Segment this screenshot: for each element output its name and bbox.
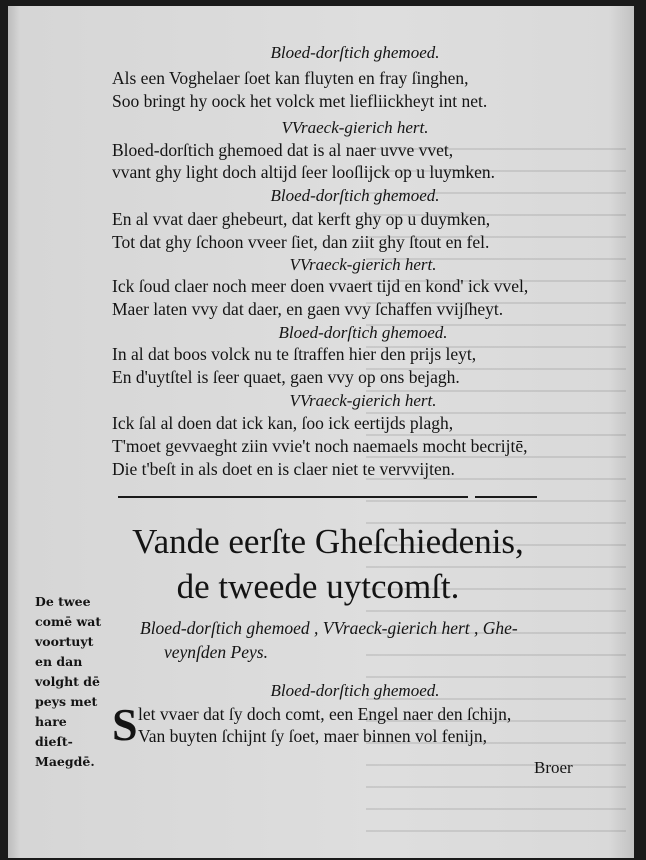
margin-note-line: peys met (35, 694, 98, 709)
margin-note-line: comē wat (35, 614, 102, 629)
verse-line: Bloed-dorſtich ghemoed dat is al naer uvve vvet, (112, 140, 454, 160)
verse-line: Tot dat ghy ſchoon vveer ſiet, dan ziit ghy ſtout en fel. (112, 232, 490, 252)
verse-line: Soo bringt hy oock het volck met liefliickheyt int net. (112, 91, 488, 111)
verse-line: In al dat boos volck nu te ſtraffen hier den prijs leyt, (112, 344, 477, 364)
divider-rule (118, 496, 468, 498)
verse-line: Die t'beſt in als doet en is claer niet te vervvijten. (112, 459, 455, 479)
divider-rule (475, 496, 537, 498)
section-subtitle: de tweede uytcomſt. (176, 567, 460, 606)
speaker-heading: VVraeck-gierich hert. (281, 118, 429, 137)
section-title: Vande eerſte Gheſchiedenis, (132, 522, 524, 561)
margin-note-line: Maegdē. (35, 754, 95, 769)
verse-line: T'moet gevvaeght ziin vvie't noch naemaels mocht becrijtē, (112, 436, 528, 456)
book-page (8, 6, 634, 858)
speaker-heading: VVraeck-gierich hert. (289, 391, 437, 410)
verse-line: let vvaer dat ſy doch comt, een Engel naer den ſchijn, (138, 704, 512, 724)
margin-note (35, 592, 107, 772)
verse-line: Maer laten vvy dat daer, en gaen vvy ſchaffen vvijſheyt. (112, 299, 504, 319)
verse-line: Ick ſal al doen dat ick kan, ſoo ick eertijds plagh, (112, 413, 454, 433)
speaker-heading: Bloed-dorſtich ghemoed. (278, 323, 448, 342)
margin-note-line: volght dē (35, 674, 100, 689)
verse-line: Als een Voghelaer ſoet kan fluyten en fray ſinghen, (112, 68, 469, 88)
margin-note-line: hare dieſt- (35, 714, 73, 749)
margin-note-line: voortuyt (35, 634, 94, 649)
margin-note-line: en dan (35, 654, 83, 669)
drop-cap: S (112, 699, 138, 750)
speaker-heading: Bloed-dorſtich ghemoed. (270, 186, 440, 205)
speaker-heading: VVraeck-gierich hert. (289, 255, 437, 274)
cast-list: Bloed-dorſtich ghemoed , VVraeck-gierich hert , Ghe- (140, 618, 518, 638)
verse-line: Van buyten ſchijnt ſy ſoet, maer binnen vol fenijn, (138, 726, 487, 746)
speaker-heading: Bloed-dorſtich ghemoed. (270, 43, 440, 62)
margin-note-line: De twee (35, 594, 91, 609)
verse-line: vvant ghy light doch altijd ſeer looſlijck op u luymken. (112, 162, 495, 182)
speaker-heading: Bloed-dorſtich ghemoed. (270, 681, 440, 700)
cast-list: veynſden Peys. (164, 642, 268, 662)
catchword: Broer (534, 758, 573, 777)
verse-line: Ick ſoud claer noch meer doen vvaert tijd en kond' ick vvel, (112, 276, 529, 296)
verse-line: En al vvat daer ghebeurt, dat kerft ghy op u duymken, (112, 209, 491, 229)
verse-line: En d'uytſtel is ſeer quaet, gaen vvy op ons bejagh. (112, 367, 460, 387)
